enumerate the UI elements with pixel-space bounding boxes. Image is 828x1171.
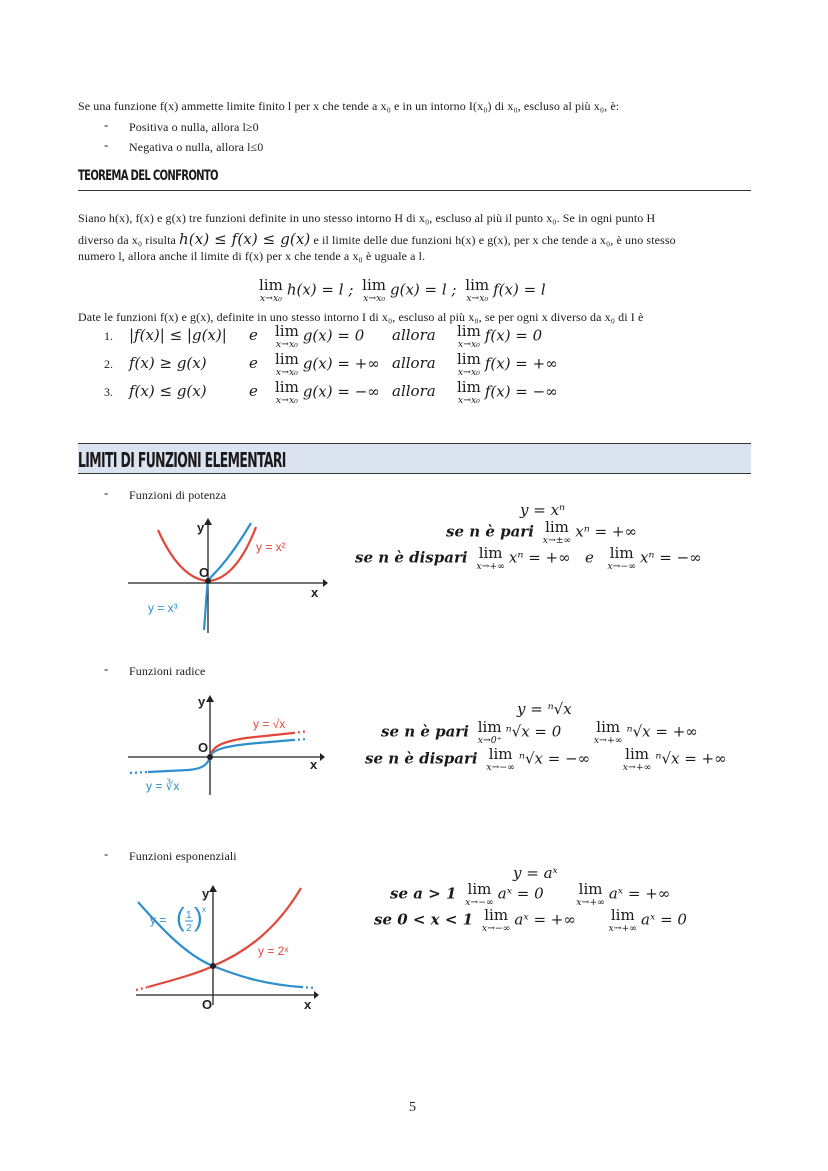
a2-lead: se 0 < x < 1 [374,910,474,929]
bullet-dash: - [104,846,109,861]
label-half-exp: x [202,905,206,914]
lim-sub: x→x₀ [259,293,282,304]
radice-eq: y = ⁿ√x [517,700,572,718]
item-flim: f(x) = +∞ [484,354,558,373]
lim-word: lim [457,322,481,340]
a1-result-1: aˣ = 0 [497,884,544,903]
confronto-line2-text-b: e il limite delle due funzioni h(x) e g(x), per x che tende a x₀, è uno stesso [313,233,676,247]
item-allora: allora [392,354,436,372]
radice-dispari [365,747,727,772]
potenza-dispari [355,546,702,571]
item-glim: g(x) = −∞ [302,382,380,401]
section-band [78,443,751,474]
lim-word: lim [478,544,503,562]
item-e: e [249,354,258,372]
lim-sub: x→0⁺ [477,735,502,746]
lim-sub: x→+∞ [622,762,652,773]
lim-word: lim [275,322,299,340]
lim-word: lim [465,276,490,294]
confronto-item-2 [104,352,704,380]
lim-word: lim [457,350,481,368]
lim-sub: x→+∞ [476,561,505,572]
bullet-dash: - [104,485,109,500]
label-half-prefix: y = [150,913,167,927]
radice-dispari-result-1: ⁿ√x = −∞ [518,749,591,768]
item-condition: f(x) ≤ g(x) [129,382,207,400]
confronto-formula [255,278,546,303]
item-number: 1. [104,329,113,343]
esponenziali-title: Funzioni esponenziali [129,849,237,863]
esponenziali-a1 [390,882,670,907]
exponential-graph [136,880,326,1015]
item-glim: g(x) = +∞ [302,354,380,373]
lim-word: lim [610,906,635,924]
intro-bullet-negative: Negativa o nulla, allora l≤0 [129,140,264,154]
label-x: x [304,997,312,1012]
a2-result-1: aˣ = +∞ [514,910,576,929]
label-half-power-x [150,902,206,934]
lim-sub: x→+∞ [608,923,638,934]
lim-word: lim [625,745,649,763]
confronto-items [104,324,704,408]
item-allora: allora [392,326,436,344]
radice-dispari-result-2: ⁿ√x = +∞ [655,749,727,768]
lim-sub: x→x₀ [275,367,298,378]
bullet-dash: - [104,117,109,132]
lim-word: lim [259,276,283,294]
confronto-line2-text: diverso da x₀ risulta [78,233,176,247]
label-x-squared: y = x² [256,540,286,554]
dispari-result-2: xⁿ = −∞ [639,548,702,567]
pari-lead: se n è pari [446,522,534,541]
lim-word: lim [275,378,299,396]
pari-lead: se n è pari [381,722,469,741]
lim-sub: x→−∞ [486,762,515,773]
intro-sentence: Se una funzione f(x) ammette limite finito l per x che tende a x₀ e in un intorno I(x₀) di x₀, escluso al più x₀, è: [78,99,620,113]
dispari-e: e [584,548,594,567]
label-origin: O [199,565,210,580]
label-cbrt: y = ∛x [146,779,180,793]
lim-word: lim [275,350,299,368]
section-heading-elementari: LIMITI DI FUNZIONI ELEMENTARI [78,448,286,472]
item-condition: |f(x)| ≤ |g(x)| [129,326,227,344]
lim-sub: x→−∞ [481,923,511,934]
esponenziali-a2 [374,908,687,933]
radice-pari [381,720,698,745]
heading-underline [78,190,751,191]
item-condition: f(x) ≥ g(x) [129,354,207,372]
lim-sub: x→x₀ [457,395,480,406]
lim-word: lim [457,378,481,396]
label-y: y [198,694,206,709]
label-origin: O [198,740,209,755]
inequality-math: h(x) ≤ f(x) ≤ g(x) [179,230,311,248]
label-half-den: 2 [186,923,192,934]
formula-part-h: h(x) = l ; [286,280,354,299]
item-glim: g(x) = 0 [302,326,365,345]
lim-word: lim [362,276,386,294]
dispari-lead: se n è dispari [355,548,468,567]
a1-result-2: aˣ = +∞ [608,884,671,903]
item-number: 3. [104,385,113,399]
confronto-line4: Date le funzioni f(x) e g(x), definite in uno stesso intorno I di x₀, escluso al più x₀, se per ogni x diverso da x₀ di I è [78,310,644,324]
lim-word: lim [609,544,634,562]
radice-pari-result-1: ⁿ√x = 0 [505,722,562,741]
confronto-item-3 [104,380,704,408]
formula-part-g: g(x) = l ; [390,280,457,299]
label-sqrt: y = √x [253,717,286,731]
potenza-eq: y = xⁿ [520,501,566,519]
section-heading-confronto: TEOREMA DEL CONFRONTO [78,168,218,184]
bullet-dash: - [104,661,109,676]
bullet-dash: - [104,137,109,152]
item-e: e [249,382,258,400]
label-x-cubed: y = x³ [148,601,178,615]
item-e: e [249,326,258,344]
lim-sub: x→+∞ [576,897,605,908]
power-graph [128,515,328,635]
lim-word: lim [467,880,492,898]
a1-lead: se a > 1 [390,884,457,903]
page-number: 5 [409,1100,416,1115]
label-y: y [197,520,205,535]
lim-sub: x→x₀ [275,339,298,350]
root-graph [128,690,328,800]
lim-word: lim [578,880,603,898]
label-origin: O [202,997,213,1012]
confronto-line3: numero l, allora anche il limite di f(x) per x che tende a x₀ è uguale a l. [78,249,426,263]
curve-x-cubed [204,523,251,630]
confronto-item-1 [104,324,704,352]
item-flim: f(x) = 0 [484,326,543,345]
item-flim: f(x) = −∞ [484,382,558,401]
label-2-power-x: y = 2ˣ [258,944,289,958]
label-x: x [310,757,318,772]
dispari-lead: se n è dispari [365,749,478,768]
potenza-title: Funzioni di potenza [129,488,227,502]
lim-word: lim [484,906,509,924]
lim-word: lim [596,718,621,736]
lim-sub: x→x₀ [466,293,489,304]
item-number: 2. [104,357,113,371]
lim-sub: x→x₀ [363,293,386,304]
svg-text:): ) [194,902,203,932]
lim-sub: x→x₀ [275,395,298,406]
svg-text:(: ( [176,902,185,932]
lim-word: lim [488,745,513,763]
lim-sub: x→−∞ [465,897,494,908]
lim-sub: x→x₀ [457,339,480,350]
radice-pari-result-2: ⁿ√x = +∞ [626,722,698,741]
label-half-num: 1 [186,910,192,921]
label-x: x [311,585,319,600]
potenza-pari [446,520,637,545]
lim-sub: x→x₀ [457,367,480,378]
pari-result: xⁿ = +∞ [575,522,637,541]
item-allora: allora [392,382,436,400]
confronto-line1: Siano h(x), f(x) e g(x) tre funzioni definite in uno stesso intorno H di x₀, escluso al più il punto x₀. Se in ogni punto H [78,211,656,225]
dispari-result-1: xⁿ = +∞ [508,548,571,567]
label-y: y [202,886,210,901]
lim-sub: x→−∞ [607,561,636,572]
lim-sub: x→±∞ [542,535,572,546]
intro-bullet-positive: Positiva o nulla, allora l≥0 [129,120,259,134]
a2-result-2: aˣ = 0 [641,910,687,929]
esponenziali-eq: y = aˣ [513,864,558,882]
lim-word: lim [477,718,502,736]
lim-sub: x→+∞ [593,735,623,746]
curve-sqrt [210,733,293,757]
lim-word: lim [545,518,569,536]
radice-title: Funzioni radice [129,664,206,678]
formula-part-f: f(x) = l [493,280,546,299]
